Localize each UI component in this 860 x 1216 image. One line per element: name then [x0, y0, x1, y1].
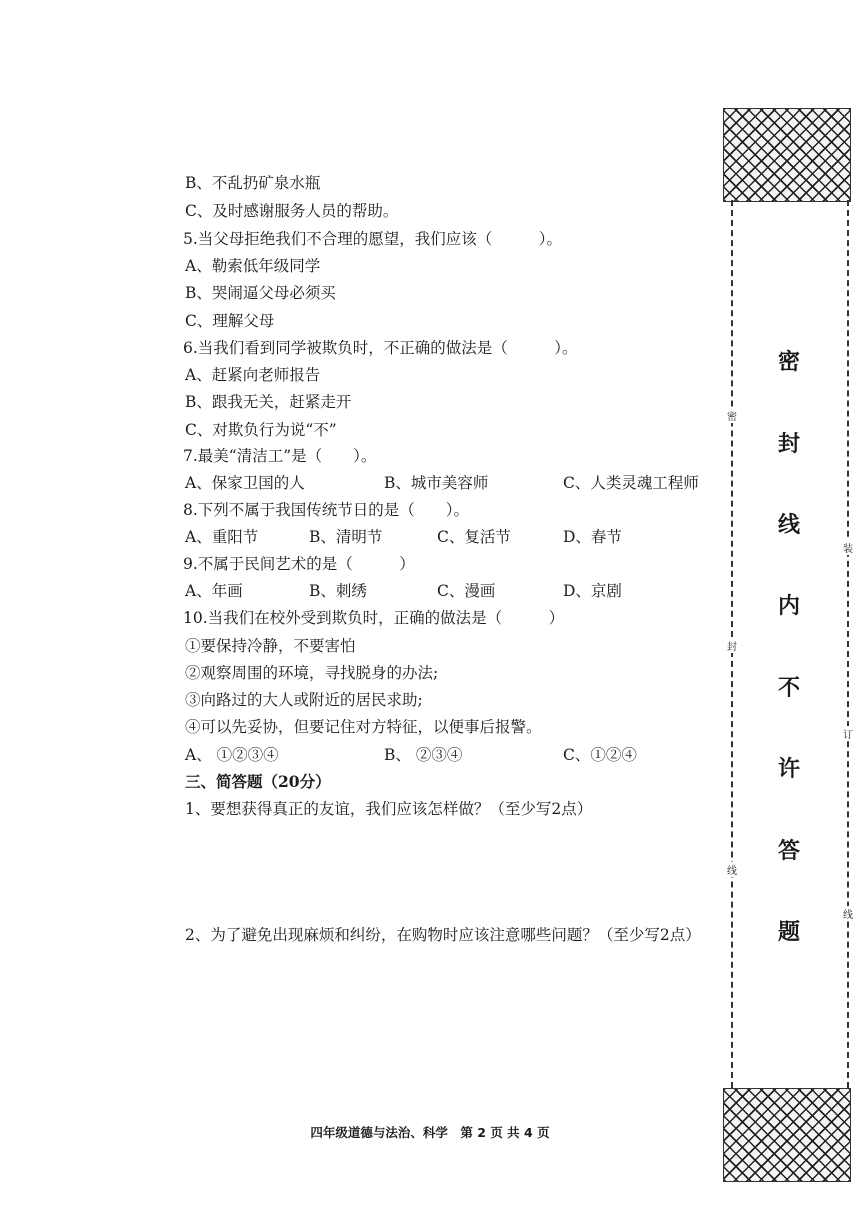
q7-option-b: B、城市美容师	[384, 474, 489, 492]
q9-option-c: C、漫画	[437, 582, 496, 600]
short-answer-2: 2、为了避免出现麻烦和纠纷，在购物时应该注意哪些问题？（至少写2点）	[185, 926, 701, 944]
q8-option-b: B、清明节	[309, 528, 383, 546]
seal-side-label: 装	[841, 540, 855, 555]
q9-option-a: A、年画	[185, 582, 243, 600]
seal-char: 不	[777, 676, 800, 701]
seal-dashed-line-outer	[847, 200, 849, 1088]
q10-option-c: C、①②④	[563, 746, 637, 764]
seal-side-label: 密	[725, 408, 739, 423]
seal-char: 内	[777, 594, 800, 619]
q10-statement-3: ③向路过的大人或附近的居民求助;	[185, 691, 423, 709]
question-8: 8.下列不属于我国传统节日的是（ ）。	[183, 501, 470, 519]
q9-option-d: D、京剧	[563, 582, 622, 600]
question-6: 6.当我们看到同学被欺负时，不正确的做法是（ ）。	[183, 339, 578, 357]
question-9: 9.不属于民间艺术的是（ ）	[183, 555, 415, 573]
q4-option-b: B、不乱扔矿泉水瓶	[185, 174, 321, 192]
seal-char: 线	[777, 513, 800, 538]
q4-option-c: C、及时感谢服务人员的帮助。	[185, 202, 399, 220]
q10-option-a: A、 ①②③④	[185, 746, 279, 764]
short-answer-1: 1、要想获得真正的友谊，我们应该怎样做？（至少写2点）	[185, 800, 593, 818]
q9-option-b: B、刺绣	[309, 582, 367, 600]
q7-option-a: A、保家卫国的人	[185, 474, 305, 492]
question-10: 10.当我们在校外受到欺负时，正确的做法是（ ）	[183, 609, 565, 627]
seal-char: 答	[777, 839, 800, 864]
section-3-heading: 三、简答题（20分）	[185, 772, 331, 791]
q6-option-a: A、赶紧向老师报告	[185, 366, 321, 384]
seal-side-label: 线	[841, 906, 855, 921]
q10-statement-4: ④可以先妥协，但要记住对方特征，以便事后报警。	[185, 718, 542, 736]
q8-option-c: C、复活节	[437, 528, 511, 546]
seal-char: 题	[777, 920, 800, 945]
q10-statement-1: ①要保持冷静，不要害怕	[185, 637, 356, 655]
q8-option-d: D、春节	[563, 528, 622, 546]
hatched-block-bottom	[723, 1088, 851, 1182]
seal-char: 许	[777, 757, 800, 782]
q5-option-b: B、哭闹逼父母必须买	[185, 284, 336, 302]
q5-option-a: A、勒索低年级同学	[185, 257, 321, 275]
seal-side-label: 订	[841, 726, 855, 741]
hatched-block-top	[723, 108, 851, 202]
seal-char: 封	[777, 432, 800, 457]
q6-option-b: B、跟我无关，赶紧走开	[185, 393, 352, 411]
page-footer: 四年级道德与法治、科学 第 2 页 共 4 页	[310, 1125, 550, 1140]
seal-side-label: 线	[725, 862, 739, 877]
q5-option-c: C、理解父母	[185, 312, 275, 330]
q7-option-c: C、人类灵魂工程师	[563, 474, 699, 492]
q10-statement-2: ②观察周围的环境，寻找脱身的办法;	[185, 664, 439, 682]
seal-char: 密	[777, 350, 800, 375]
seal-side-label: 封	[725, 638, 739, 653]
question-5: 5.当父母拒绝我们不合理的愿望，我们应该（ ）。	[183, 230, 563, 248]
q8-option-a: A、重阳节	[185, 528, 259, 546]
q6-option-c: C、对欺负行为说“不”	[185, 421, 337, 439]
question-7: 7.最美“清洁工”是（ ）。	[183, 447, 377, 465]
q10-option-b: B、 ②③④	[384, 746, 463, 764]
